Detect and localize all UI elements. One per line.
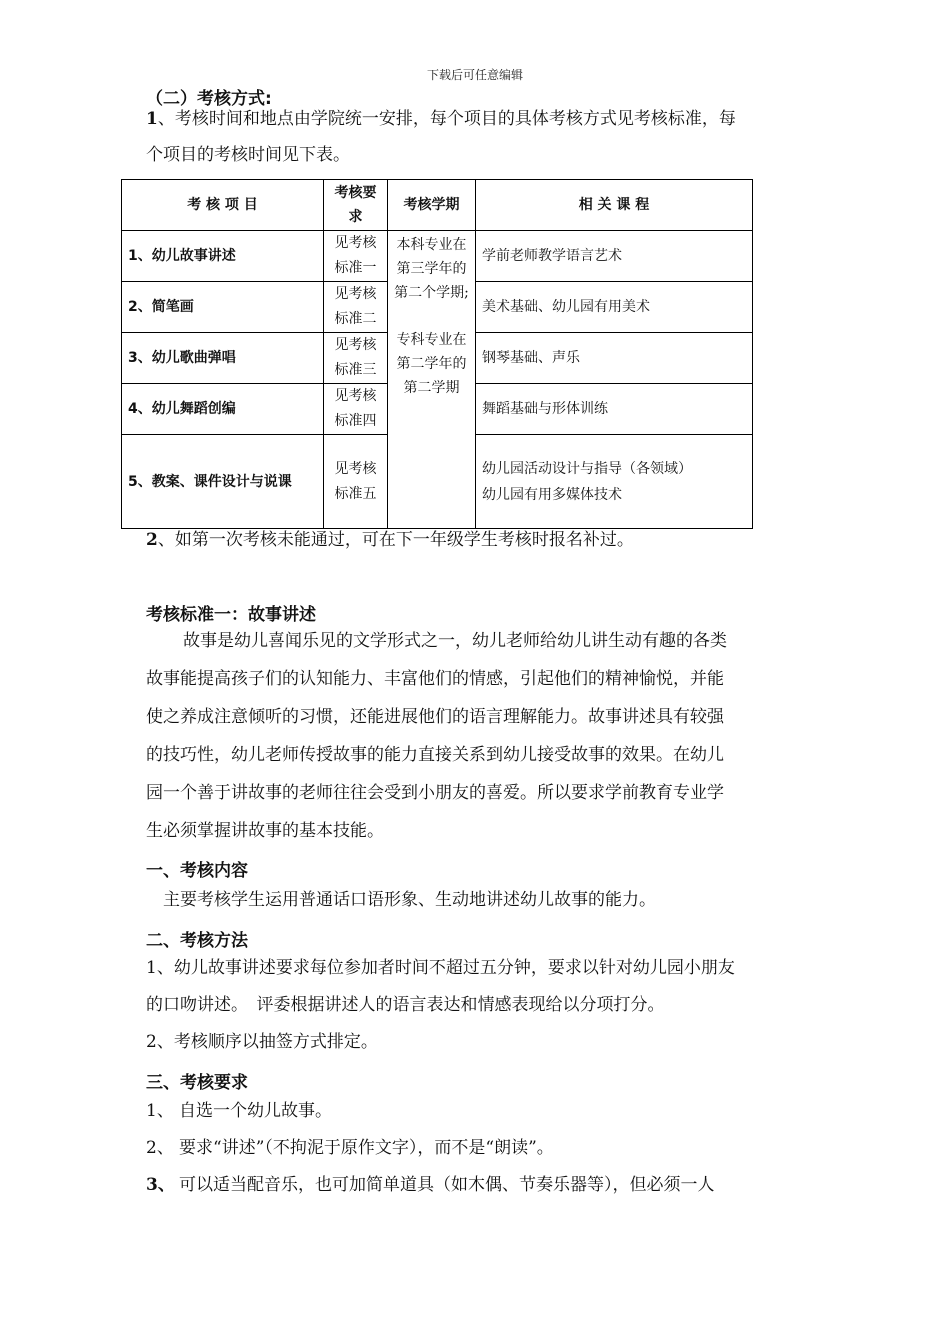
row-course: 舞蹈基础与形体训练 [476,384,753,435]
header-item: 考 核 项 目 [122,180,324,231]
row-requirement: 见考核标准一 [324,231,388,282]
semester-cell [388,231,476,529]
header-semester: 考核学期 [388,180,476,231]
row-requirement: 见考核标准四 [324,384,388,435]
row-course: 美术基础、幼儿园有用美术 [476,282,753,333]
row-course: 学前老师教学语言艺术 [476,231,753,282]
intro-line: 生必须掌握讲故事的基本技能。 [146,821,384,841]
requirement-text: 可以适当配音乐，也可加简单道具（如木偶、节奏乐器等），但必须一人 [179,1175,715,1195]
table-header-row [122,180,753,231]
requirement-number: 3、 [146,1175,175,1195]
intro-line: 故事是幼儿喜闻乐见的文学形式之一，幼儿老师给幼儿讲生动有趣的各类 [183,631,727,651]
requirement-text: 要求“讲述”（不拘泥于原作文字），而不是“朗读”。 [179,1138,554,1158]
requirement-number: 1、 [146,1101,174,1121]
paragraph-1-text: 、考核时间和地点由学院统一安排，每个项目的具体考核方式见考核标准，每 [157,109,736,129]
intro-line: 园一个善于讲故事的老师往往会受到小朋友的喜爱。所以要求学前教育专业学 [146,783,724,803]
row-item: 1、幼儿故事讲述 [122,231,324,282]
heading-requirements: 三、考核要求 [146,1073,248,1093]
row-course: 钢琴基础、声乐 [476,333,753,384]
header-course: 相 关 课 程 [476,180,753,231]
header-requirement: 考核要求 [324,180,388,231]
paragraph-1-continued: 个项目的考核时间见下表。 [146,145,350,165]
row-item: 2、简笔画 [122,282,324,333]
row-requirement: 见考核标准五 [324,435,388,529]
paragraph-1-number: 1 [146,109,158,129]
paragraph-2-number: 2 [146,530,158,550]
content-text: 主要考核学生运用普通话口语形象、生动地讲述幼儿故事的能力。 [163,890,656,910]
semester-junior-college: 专科专业在第二学年的第二学期 [396,332,467,396]
assessment-table [121,179,753,529]
row-item: 3、幼儿歌曲弹唱 [122,333,324,384]
heading-content: 一、考核内容 [146,861,248,881]
row-course-line: 幼儿园活动设计与指导（各领域） [482,460,692,477]
row-requirement: 见考核标准二 [324,282,388,333]
row-course [476,435,753,529]
paragraph-2 [146,522,634,558]
paragraph-2-text: 、如第一次考核未能通过，可在下一年级学生考核时报名补过。 [157,530,634,550]
semester-undergraduate: 本科专业在第三学年的第二个学期; [394,237,469,301]
row-course-line: 幼儿园有用多媒体技术 [482,486,622,503]
requirement-number: 2、 [146,1138,174,1158]
requirement-text: 自选一个幼儿故事。 [179,1101,332,1121]
intro-line: 故事能提高孩子们的认知能力、丰富他们的情感，引起他们的精神愉悦，并能 [146,669,724,689]
row-item: 5、教案、课件设计与说课 [122,435,324,529]
paragraph-1 [146,101,816,137]
method-line: 的口吻讲述。 评委根据讲述人的语言表达和情感表现给以分项打分。 [146,995,665,1015]
method-line: 1、幼儿故事讲述要求每位参加者时间不超过五分钟，要求以针对幼儿园小朋友 [146,958,735,978]
row-requirement: 见考核标准三 [324,333,388,384]
standard-title: 考核标准一：故事讲述 [146,605,316,625]
method-line: 2、考核顺序以抽签方式排定。 [146,1032,378,1052]
intro-line: 使之养成注意倾听的习惯，还能进展他们的语言理解能力。故事讲述具有较强 [146,707,724,727]
row-item: 4、幼儿舞蹈创编 [122,384,324,435]
intro-line: 的技巧性，幼儿老师传授故事的能力直接关系到幼儿接受故事的效果。在幼儿 [146,745,724,765]
page-header: 下载后可任意编辑 [426,68,523,82]
heading-method: 二、考核方法 [146,931,248,951]
table-row [122,231,753,282]
section-heading: （二）考核方式: [146,89,272,109]
